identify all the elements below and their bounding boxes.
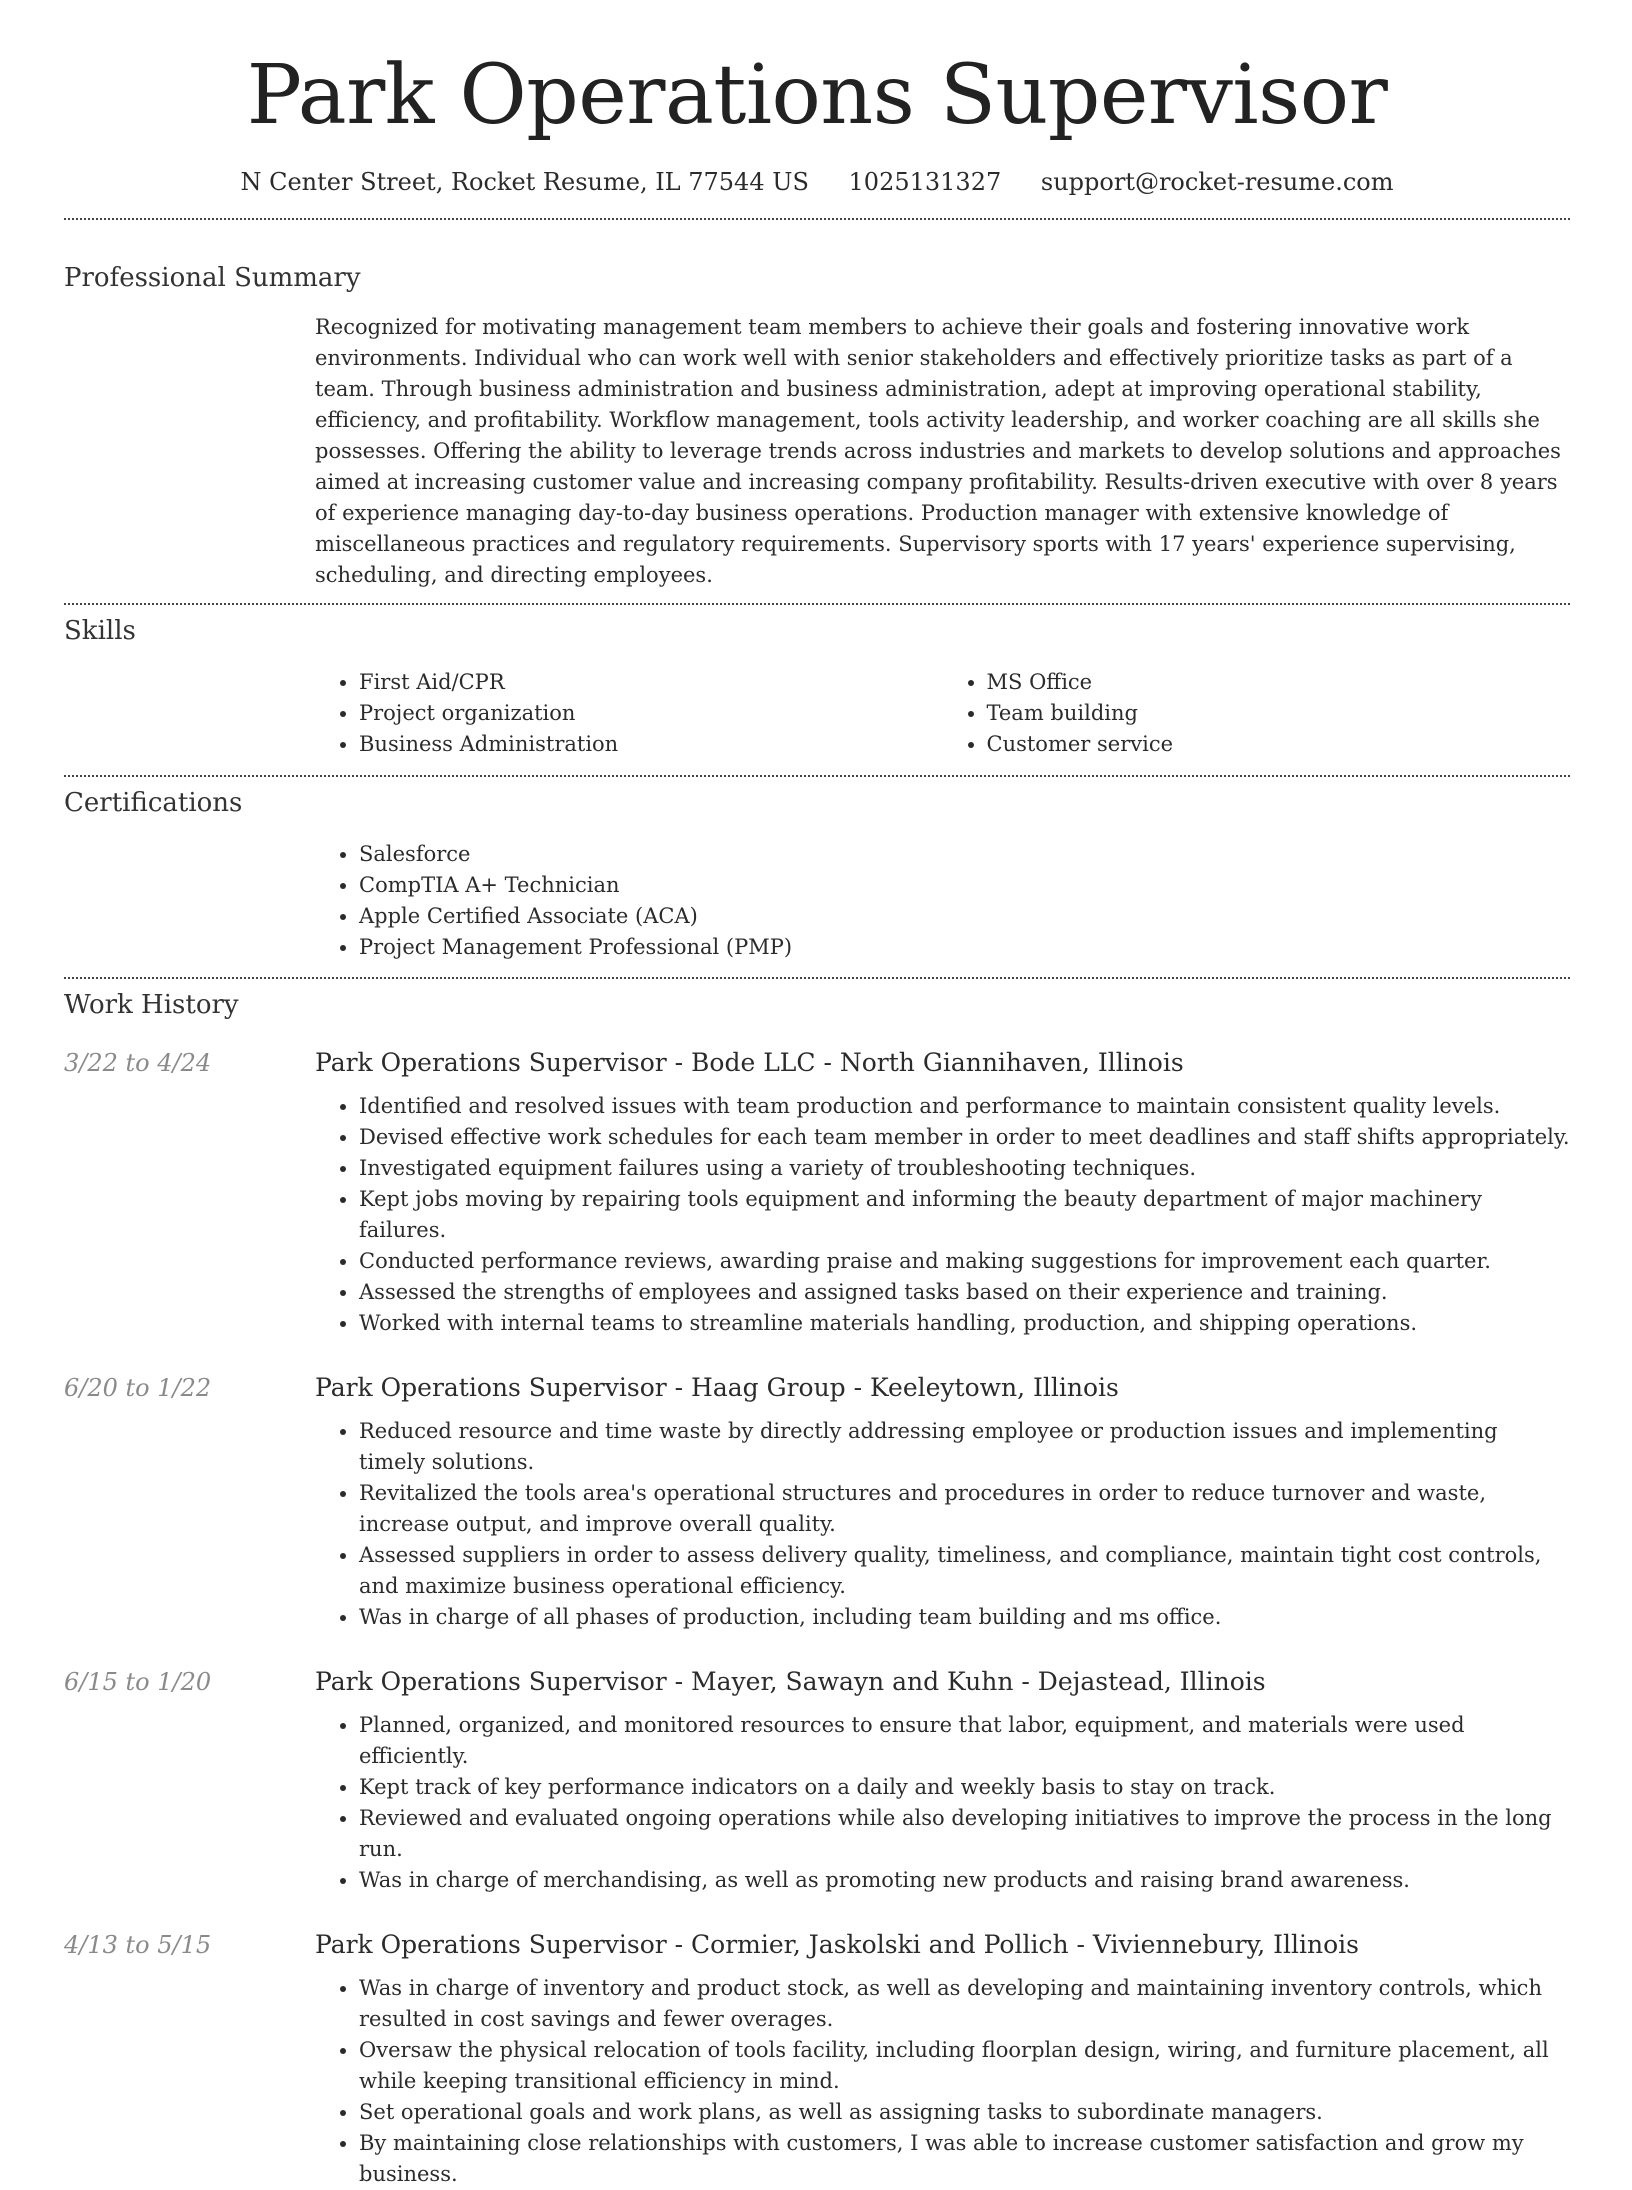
job-bullet: • Planned, organized, and monitored resources to ensure that labor, equipment, and materials were used efficiently. xyxy=(359,1710,1570,1772)
job-bullet: • Was in charge of merchandising, as well as promoting new products and raising brand awareness. xyxy=(359,1865,1570,1896)
job-bullet: • Kept track of key performance indicators on a daily and weekly basis to stay on track. xyxy=(359,1772,1570,1803)
skills-column-left xyxy=(315,667,943,760)
contact-phone: 1025131327 xyxy=(848,168,1002,196)
job-title: Park Operations Supervisor - Mayer, Sawayn and Kuhn - Dejastead, Illinois xyxy=(315,1667,1266,1696)
job-dates: 6/20 to 1/22 xyxy=(64,1374,212,1402)
job-bullet: • Reviewed and evaluated ongoing operations while also developing initiatives to improve the process in the long run. xyxy=(359,1803,1570,1865)
contact-line xyxy=(64,164,1570,200)
job-bullet: • By maintaining close relationships with customers, I was able to increase customer satisfaction and grow my business. xyxy=(359,2128,1570,2190)
skill-item: • MS Office xyxy=(987,667,1571,698)
job-bullets xyxy=(315,1710,1570,1896)
skill-item: • Team building xyxy=(987,698,1571,729)
job-bullet: • Investigated equipment failures using a variety of troubleshooting techniques. xyxy=(359,1153,1570,1184)
job-title: Park Operations Supervisor - Haag Group - Keeleytown, Illinois xyxy=(315,1373,1119,1402)
skill-item: • First Aid/CPR xyxy=(359,667,943,698)
job-bullet: • Revitalized the tools area's operational structures and procedures in order to reduce turnover and waste, increase output, and improve overall quality. xyxy=(359,1478,1570,1540)
summary-heading: Professional Summary xyxy=(64,263,361,293)
job-bullet: • Was in charge of all phases of production, including team building and ms office. xyxy=(359,1602,1570,1633)
contact-address: N Center Street, Rocket Resume, IL 77544 US xyxy=(240,168,809,196)
certification-item: • Project Management Professional (PMP) xyxy=(359,932,1570,963)
skills-heading: Skills xyxy=(64,616,136,646)
job-entry xyxy=(64,1370,1570,1633)
skill-item: • Project organization xyxy=(359,698,943,729)
job-bullets xyxy=(315,1416,1570,1633)
work-history-heading: Work History xyxy=(64,990,239,1020)
skill-item: • Business Administration xyxy=(359,729,943,760)
job-bullet: • Conducted performance reviews, awarding praise and making suggestions for improvement each quarter. xyxy=(359,1246,1570,1277)
certification-item: • CompTIA A+ Technician xyxy=(359,870,1570,901)
job-bullets xyxy=(315,1973,1570,2190)
job-bullet: • Oversaw the physical relocation of tools facility, including floorplan design, wiring, and furniture placement, all while keeping transitional efficiency in mind. xyxy=(359,2035,1570,2097)
contact-email[interactable]: support@rocket-resume.com xyxy=(1040,168,1394,196)
certifications-heading: Certifications xyxy=(64,788,243,818)
divider xyxy=(64,977,1570,979)
job-dates: 3/22 to 4/24 xyxy=(64,1049,212,1077)
skills-list xyxy=(315,667,1570,760)
job-bullet: • Set operational goals and work plans, as well as assigning tasks to subordinate managers. xyxy=(359,2097,1570,2128)
job-bullet: • Was in charge of inventory and product stock, as well as developing and maintaining inventory controls, which resulted in cost savings and fewer overages. xyxy=(359,1973,1570,2035)
job-entry xyxy=(64,1927,1570,2190)
resume-page xyxy=(64,0,1570,2190)
certifications-list xyxy=(315,839,1570,963)
job-title: Park Operations Supervisor - Bode LLC - North Giannihaven, Illinois xyxy=(315,1048,1184,1077)
divider xyxy=(64,218,1570,220)
job-dates: 4/13 to 5/15 xyxy=(64,1931,212,1959)
candidate-name: Park Operations Supervisor xyxy=(246,48,1388,143)
job-title: Park Operations Supervisor - Cormier, Jaskolski and Pollich - Viviennebury, Illinois xyxy=(315,1930,1359,1959)
certification-item: • Salesforce xyxy=(359,839,1570,870)
job-bullet: • Reduced resource and time waste by directly addressing employee or production issues and implementing timely solutions. xyxy=(359,1416,1570,1478)
job-bullet: • Worked with internal teams to streamline materials handling, production, and shipping operations. xyxy=(359,1308,1570,1339)
job-entry xyxy=(64,1045,1570,1339)
skill-item: • Customer service xyxy=(987,729,1571,760)
job-bullet: • Devised effective work schedules for each team member in order to meet deadlines and staff shifts appropriately. xyxy=(359,1122,1570,1153)
divider xyxy=(64,775,1570,777)
summary-text: Recognized for motivating management team members to achieve their goals and fostering innovative work environments. Individual who can work well with senior stakeholders and effectively prioritize tasks as part of a team. Through business administration and business administration, adept at improving operational stability, efficiency, and profitability. Workflow management, tools activity leadership, and worker coaching are all skills she possesses. Offering the ability to leverage trends across industries and markets to develop solutions and approaches aimed at increasing customer value and increasing company profitability. Results-driven executive with over 8 years of experience managing day-to-day business operations. Production manager with extensive knowledge of miscellaneous practices and regulatory requirements. Supervisory sports with 17 years' experience supervising, scheduling, and directing employees. xyxy=(315,315,1561,587)
job-bullet: • Assessed the strengths of employees and assigned tasks based on their experience and training. xyxy=(359,1277,1570,1308)
job-bullet: • Identified and resolved issues with team production and performance to maintain consistent quality levels. xyxy=(359,1091,1570,1122)
job-bullet: • Assessed suppliers in order to assess delivery quality, timeliness, and compliance, maintain tight cost controls, and maximize business operational efficiency. xyxy=(359,1540,1570,1602)
certification-item: • Apple Certified Associate (ACA) xyxy=(359,901,1570,932)
job-bullets xyxy=(315,1091,1570,1339)
skills-column-right xyxy=(943,667,1571,760)
job-bullet: • Kept jobs moving by repairing tools equipment and informing the beauty department of major machinery failures. xyxy=(359,1184,1570,1246)
job-dates: 6/15 to 1/20 xyxy=(64,1668,212,1696)
divider xyxy=(64,603,1570,605)
job-entry xyxy=(64,1664,1570,1896)
